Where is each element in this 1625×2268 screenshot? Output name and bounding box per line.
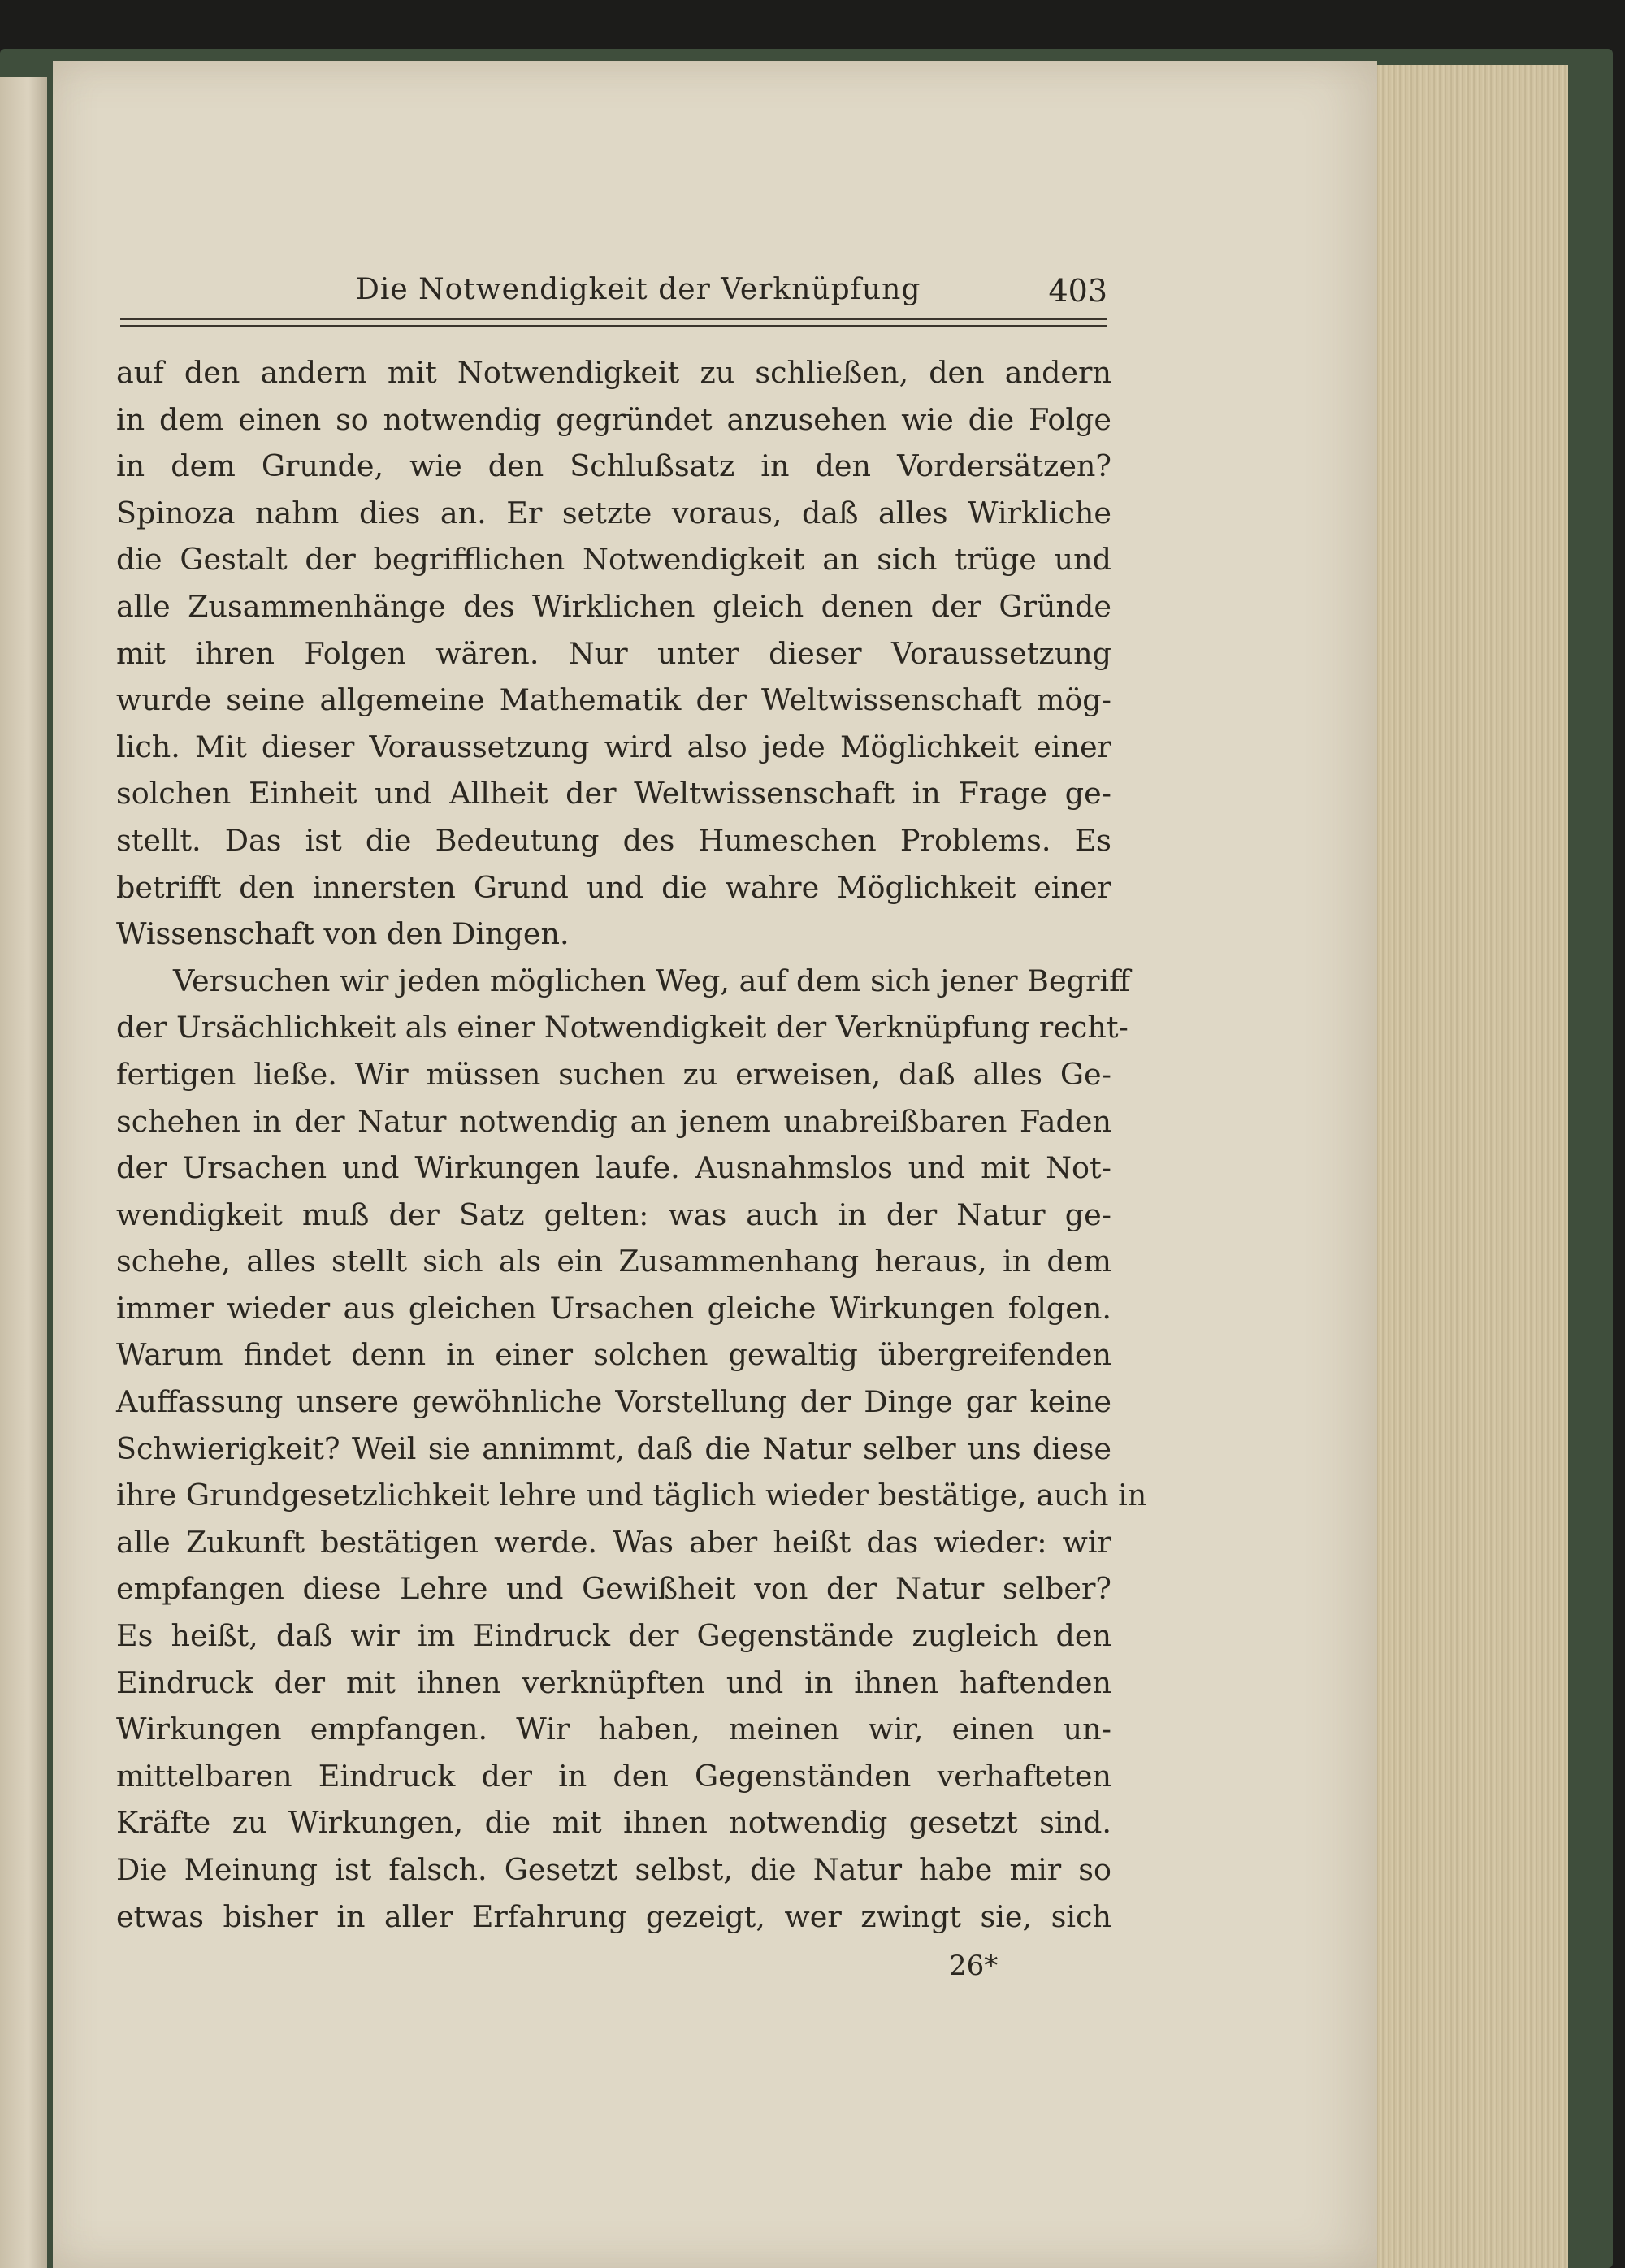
text-line: lich. Mit dieser Voraussetzung wird also jede Möglichkeit einer [116,729,1112,764]
text-line: Auffassung unsere gewöhnliche Vorstellung der Dinge gar keine [116,1384,1112,1420]
text-line: Versuchen wir jeden möglichen Weg, auf dem sich jener Begriff [173,963,1131,998]
text-line: Schwierigkeit? Weil sie annimmt, daß die Natur selber uns diese [116,1430,1112,1466]
text-line: schehe, alles stellt sich als ein Zusammenhang heraus, in dem [116,1244,1112,1279]
text-line: solchen Einheit und Allheit der Weltwissenschaft in Frage ge- [116,776,1112,812]
text-line: Die Meinung ist falsch. Gesetzt selbst, die Natur habe mir so [116,1852,1112,1887]
text-line: ihre Grundgesetzlichkeit lehre und täglich wieder bestätige, auch in [116,1478,1147,1513]
text-line: alle Zukunft bestätigen werde. Was aber heißt das wieder: wir [116,1524,1112,1560]
text-line: der Ursächlichkeit als einer Notwendigkeit der Verknüpfung recht- [116,1010,1129,1045]
text-line: die Gestalt der begrifflichen Notwendigkeit an sich trüge und [116,542,1112,578]
text-line: stellt. Das ist die Bedeutung des Humeschen Problems. Es [116,822,1112,858]
text-line: etwas bisher in aller Erfahrung gezeigt, wer zwingt sie, sich [116,1898,1112,1934]
text-line: Warum findet denn in einer solchen gewaltig übergreifenden [116,1337,1112,1373]
text-line: immer wieder aus gleichen Ursachen gleiche Wirkungen folgen. [116,1290,1112,1326]
header-rule-top [120,318,1107,320]
text-line: Wirkungen empfangen. Wir haben, meinen wir, einen un- [116,1712,1112,1747]
page-block-edge [1373,65,1568,2268]
text-line: auf den andern mit Notwendigkeit zu schließen, den andern [116,355,1112,390]
signature-mark: 26* [949,1950,999,1982]
page-header [120,268,1107,325]
text-line: empfangen diese Lehre und Gewißheit von der Natur selber? [116,1571,1112,1607]
header-rule-bottom [120,325,1107,327]
text-line: der Ursachen und Wirkungen laufe. Ausnahmslos und mit Not- [116,1150,1112,1186]
previous-page-edge [0,77,47,2268]
text-line: Spinoza nahm dies an. Er setzte voraus, daß alles Wirkliche [116,495,1112,530]
text-line: fertigen ließe. Wir müssen suchen zu erweisen, daß alles Ge- [116,1056,1112,1092]
text-line: Es heißt, daß wir im Eindruck der Gegenstände zugleich den [116,1618,1112,1654]
text-line: Kräfte zu Wirkungen, die mit ihnen notwendig gesetzt sind. [116,1805,1112,1841]
text-line: wendigkeit muß der Satz gelten: was auch in der Natur ge- [116,1197,1112,1232]
text-line: betrifft den innersten Grund und die wahre Möglichkeit einer [116,869,1112,905]
text-line: in dem einen so notwendig gegründet anzusehen wie die Folge [116,401,1112,437]
text-line: schehen in der Natur notwendig an jenem unabreißbaren Faden [116,1103,1112,1139]
text-line: wurde seine allgemeine Mathematik der Weltwissenschaft mög- [116,682,1112,718]
text-line: Eindruck der mit ihnen verknüpften und in ihnen haftenden [116,1664,1112,1700]
text-line: Wissenschaft von den Dingen. [116,916,570,952]
text-line: alle Zusammenhänge des Wirklichen gleich denen der Gründe [116,588,1112,624]
text-line: in dem Grunde, wie den Schlußsatz in den Vordersätzen? [116,448,1112,484]
running-title: Die Notwendigkeit der Verknüpfung [356,273,921,306]
body-text [116,349,1147,1940]
text-line: mittelbaren Eindruck der in den Gegenständen verhafteten [116,1758,1112,1794]
page-number: 403 [1048,273,1107,309]
text-line: mit ihren Folgen wären. Nur unter dieser Voraussetzung [116,635,1112,671]
